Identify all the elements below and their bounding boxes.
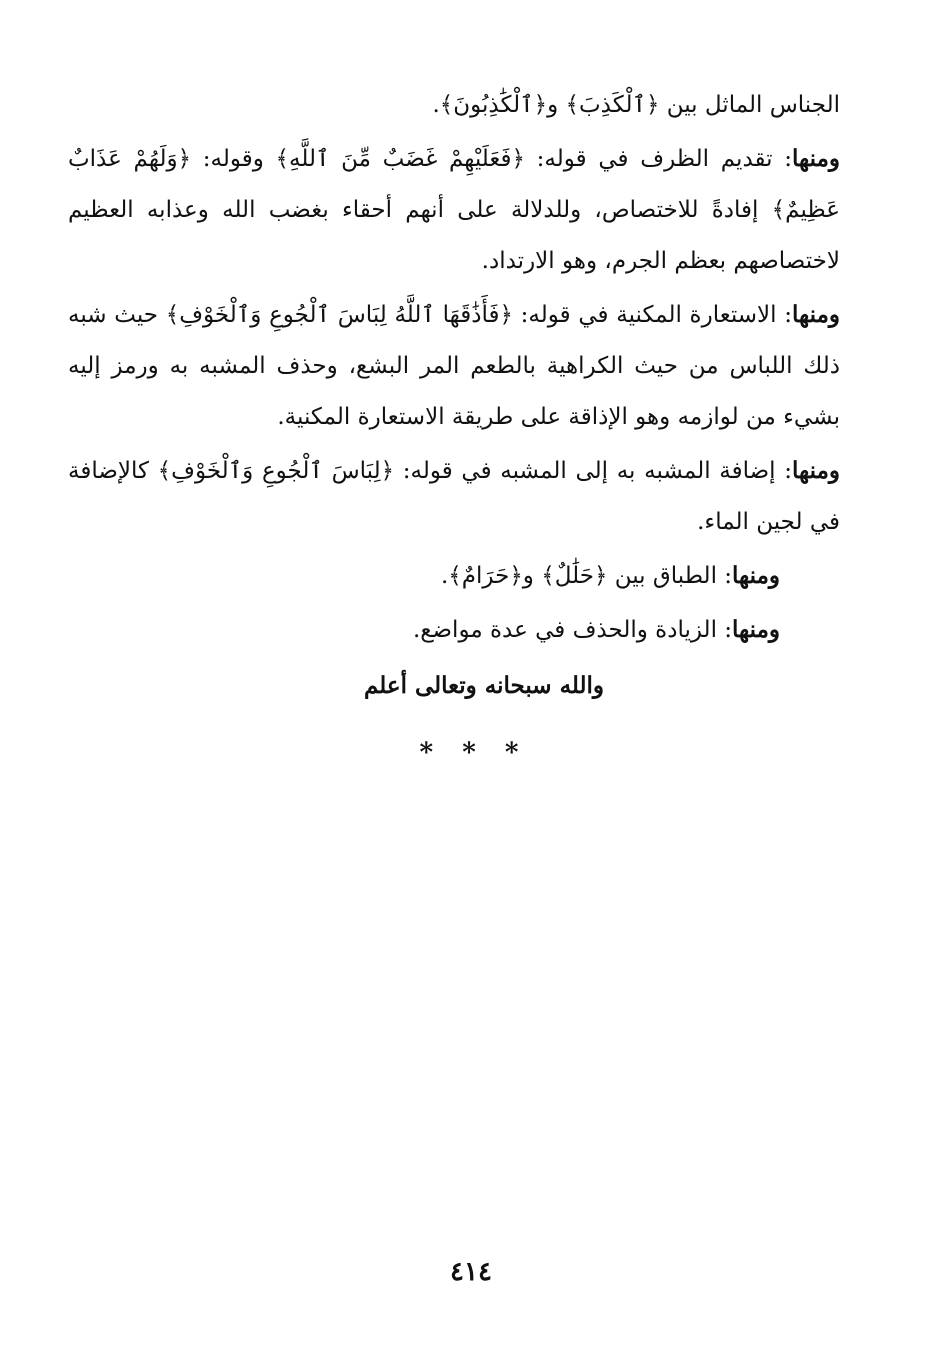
paragraph-text: : الاستعارة المكنية في قوله: ﴿فَأَذَٰقَهَا ٱللَّهُ لِبَاسَ ٱلْجُوعِ وَٱلْخَوْفِ﴾ حيث شبه ذلك اللباس من حيث الكراهية بالطعم المر البشع، وحذف المشبه به ورمز إليه بشيء من لوازمه وهو الإذاقة على طريقة الاستعارة المكنية. [68, 302, 840, 430]
paragraph-istiara [68, 289, 840, 443]
page-body [68, 80, 840, 773]
paragraph-lead: ومنها [792, 145, 840, 172]
paragraph-lead: ومنها [732, 562, 780, 589]
paragraph-tibaq [68, 550, 840, 602]
paragraph-lead: ومنها [732, 616, 780, 643]
paragraph-lead: ومنها [792, 457, 840, 484]
paragraph-taqdim [68, 133, 840, 287]
paragraph-text: الجناس الماثل بين ﴿ٱلْكَذِبَ﴾ و﴿ٱلْكَٰذِبُونَ﴾. [432, 92, 840, 118]
section-separator: * * * [419, 738, 529, 768]
paragraph-text: : الزيادة والحذف في عدة مواضع. [412, 617, 733, 643]
paragraph-text: : إضافة المشبه به إلى المشبه في قوله: ﴿لِبَاسَ ٱلْجُوعِ وَٱلْخَوْفِ﴾ كالإضافة في لجين الماء. [68, 458, 840, 535]
paragraph-text: : الطباق بين ﴿حَلَٰلٌ﴾ و﴿حَرَامٌ﴾. [441, 563, 733, 589]
paragraph-text: : تقديم الظرف في قوله: ﴿فَعَلَيْهِمْ غَضَبٌ مِّنَ ٱللَّهِ﴾ وقوله: ﴿وَلَهُمْ عَذَابٌ عَظِيمٌ﴾ إفادةً للاختصاص، وللدلالة على أنهم أحقاء بغضب الله وعذابه العظيم لاختصاصهم بعظم الجرم، وهو الارتداد. [68, 146, 840, 274]
closing-phrase: والله سبحانه وتعالى أعلم [363, 672, 605, 699]
paragraph-jinas [68, 80, 840, 131]
paragraph-ziyada [68, 604, 840, 656]
paragraph-idafa [68, 445, 840, 548]
page-number: ٤١٤ [450, 1257, 492, 1287]
paragraph-lead: ومنها [792, 301, 840, 328]
